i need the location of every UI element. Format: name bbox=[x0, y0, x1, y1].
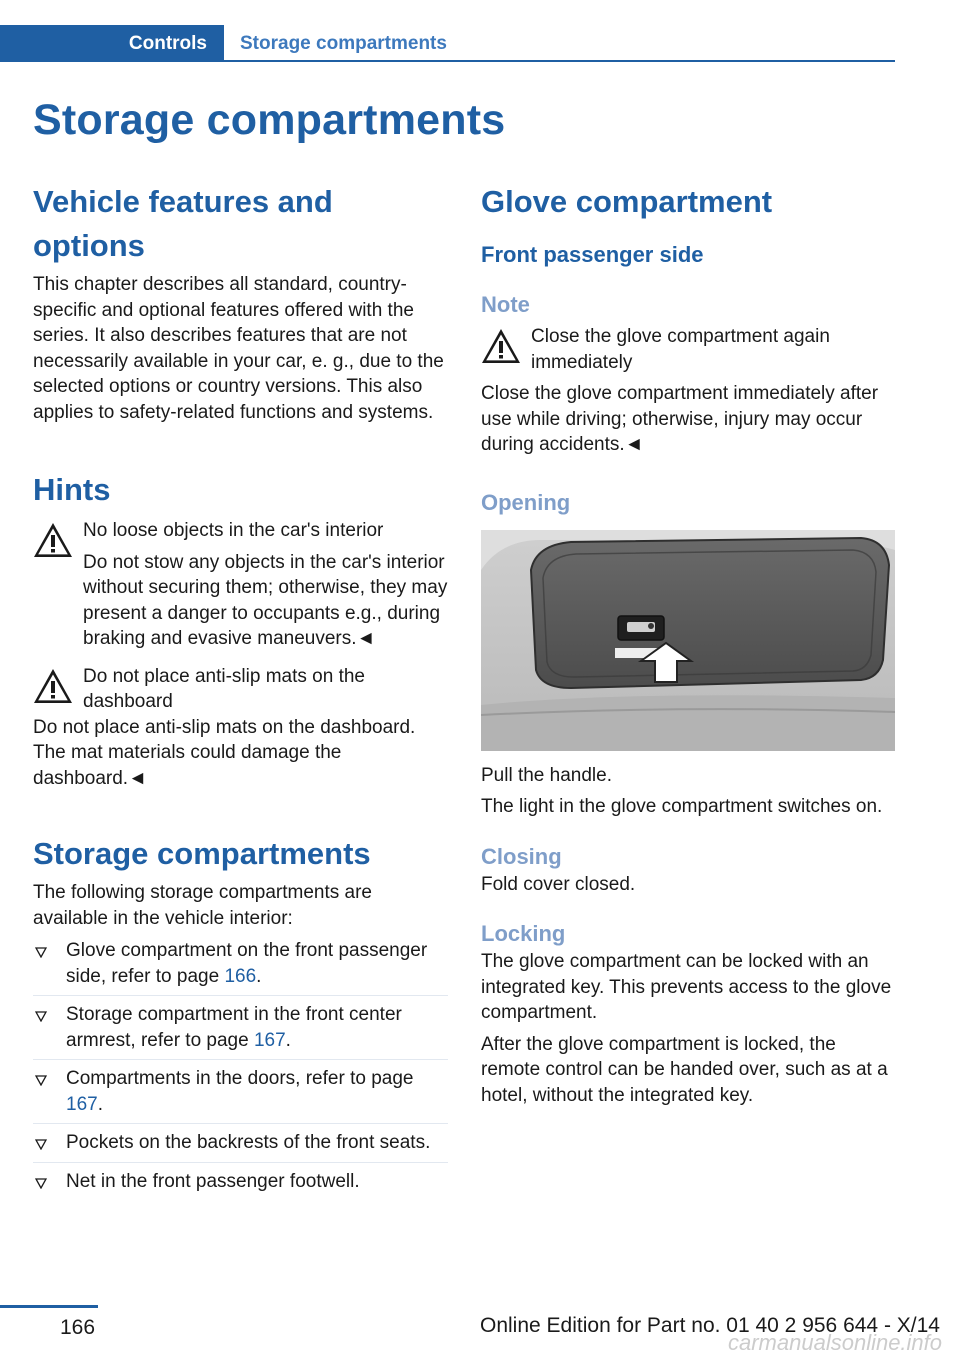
closing-heading: Closing bbox=[481, 843, 562, 869]
storage-compartments-heading: Storage compartments bbox=[33, 836, 371, 871]
page-link-167[interactable]: 167 bbox=[66, 1093, 98, 1115]
glove-compartment-heading: Glove compartment bbox=[481, 184, 773, 219]
hint2-title: Do not place anti-slip mats on the dashboard bbox=[83, 665, 365, 712]
storage-list bbox=[33, 932, 448, 1200]
list-item-end: . bbox=[256, 965, 262, 987]
list-item-text: Net in the front passenger footwell. bbox=[66, 1170, 360, 1192]
header-bar bbox=[0, 25, 895, 62]
list-item bbox=[33, 932, 448, 996]
hint-warning-loose-objects bbox=[33, 518, 448, 652]
opening-step-1: Pull the handle. bbox=[481, 764, 612, 786]
note-warning bbox=[481, 324, 895, 458]
warning-icon bbox=[33, 522, 73, 558]
note-heading: Note bbox=[481, 292, 530, 317]
triangle-bullet-icon bbox=[35, 1178, 47, 1189]
list-item bbox=[33, 996, 448, 1060]
hint1-text: Do not stow any objects in the car's interior without securing them; otherwise, they may present a danger to occupants e.g., during braking and evasive maneuvers.◄ bbox=[83, 551, 448, 649]
right-column bbox=[481, 180, 895, 1108]
warning-icon bbox=[481, 328, 521, 364]
footer-rule bbox=[0, 1305, 98, 1308]
locking-text-1: The glove compartment can be locked with an integrated key. This prevents access to the glove compartment. bbox=[481, 951, 892, 1023]
triangle-bullet-icon bbox=[35, 1011, 47, 1022]
list-item bbox=[33, 1163, 448, 1201]
vehicle-features-heading: Vehicle features and options bbox=[33, 184, 333, 263]
hint-warning-anti-slip bbox=[33, 664, 448, 792]
left-column bbox=[33, 180, 448, 1200]
list-item-end: . bbox=[285, 1029, 291, 1051]
list-item-end: . bbox=[97, 1093, 103, 1115]
triangle-bullet-icon bbox=[35, 947, 47, 958]
page-link-167[interactable]: 167 bbox=[253, 1029, 286, 1051]
warning-icon bbox=[33, 668, 73, 704]
watermark: carmanualsonline.info bbox=[728, 1330, 943, 1355]
storage-intro: The following storage compartments are available in the vehicle interior: bbox=[33, 882, 372, 929]
edition-label: Online Edition for Part no. 01 40 2 956 644 - X/14 bbox=[480, 1314, 940, 1337]
hint1-title: No loose objects in the car's interior bbox=[83, 520, 384, 541]
front-passenger-heading: Front passenger side bbox=[481, 242, 704, 267]
triangle-bullet-icon bbox=[35, 1139, 47, 1150]
hints-heading: Hints bbox=[33, 472, 111, 507]
triangle-bullet-icon bbox=[35, 1075, 47, 1086]
list-item bbox=[33, 1060, 448, 1124]
opening-heading: Opening bbox=[481, 489, 571, 515]
note-title: Close the glove compartment again immediately bbox=[531, 326, 830, 373]
list-item-text: Pockets on the backrests of the front seats. bbox=[66, 1132, 431, 1153]
page-number: 166 bbox=[60, 1316, 96, 1339]
glove-compartment-photo bbox=[481, 530, 895, 751]
list-item-text: Storage compartment in the front center armrest, refer to page bbox=[66, 1004, 402, 1051]
list-item bbox=[33, 1124, 448, 1163]
closing-text: Fold cover closed. bbox=[481, 873, 636, 895]
list-item-text: Compartments in the doors, refer to page bbox=[66, 1068, 414, 1089]
tab-controls[interactable]: Controls bbox=[0, 25, 224, 62]
locking-heading: Locking bbox=[481, 921, 566, 946]
note-text: Close the glove compartment immediately after use while driving; otherwise, injury may occur during accidents.◄ bbox=[481, 383, 879, 455]
locking-text-2: After the glove compartment is locked, the remote control can be handed over, such as at a hotel, without the integrated key. bbox=[481, 1033, 888, 1106]
tab-storage-compartments[interactable]: Storage compartments bbox=[240, 33, 447, 54]
page-link-166[interactable]: 166 bbox=[224, 965, 257, 987]
vehicle-features-text: This chapter describes all standard, country-specific and optional features offered with the series. It also describes features that are not necessarily available in your car, e. g., due to the selected options or country versions. This also applies to safety-related functions and systems. bbox=[33, 274, 444, 423]
list-item-text: Glove compartment on the front passenger side, refer to page bbox=[66, 940, 428, 987]
page-title: Storage compartments bbox=[33, 96, 506, 144]
hint2-text: Do not place anti-slip mats on the dashboard. The mat materials could damage the dashboard.◄ bbox=[33, 716, 416, 789]
opening-step-2: The light in the glove compartment switches on. bbox=[481, 796, 883, 817]
